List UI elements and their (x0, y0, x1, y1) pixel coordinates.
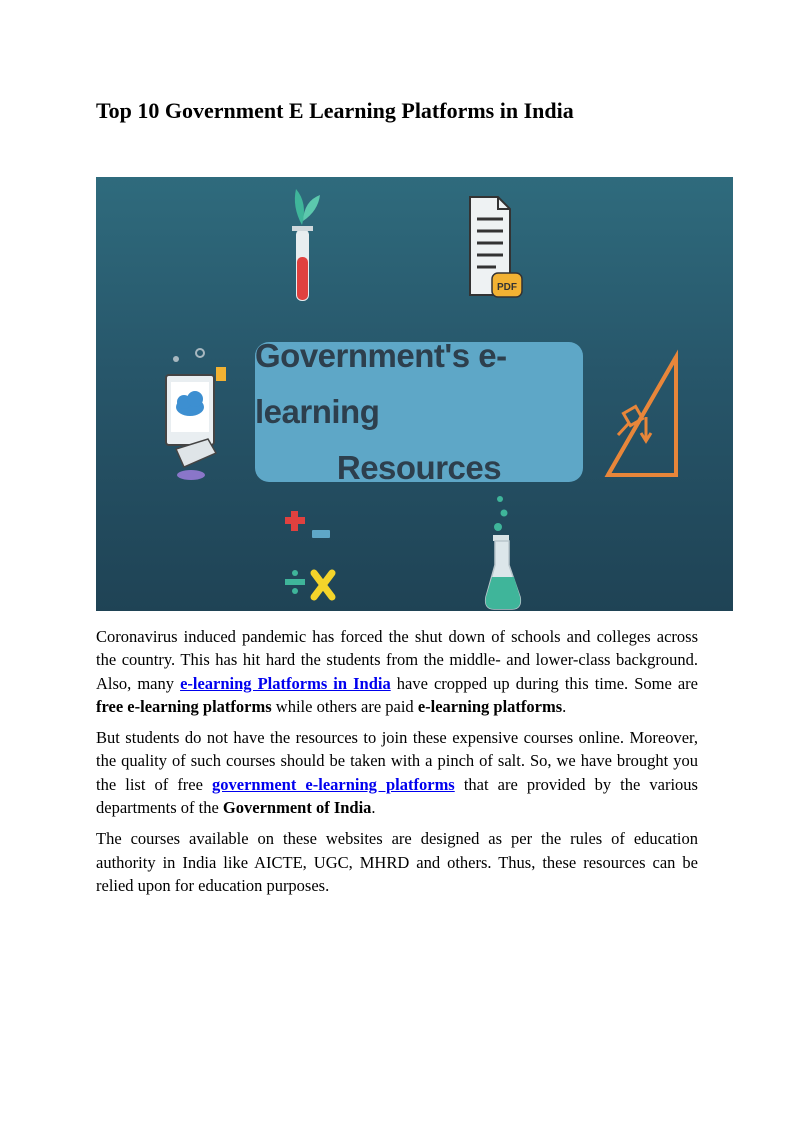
paragraph-2 (96, 726, 698, 819)
paragraph-text: . (562, 696, 567, 716)
paragraph-text: . (371, 798, 376, 818)
bold-text: free e-learning platforms (96, 696, 272, 716)
hero-image (96, 177, 733, 611)
paragraph-text: that are provided by the various departments of the (96, 774, 698, 818)
flask-icon (486, 496, 521, 609)
test-tube-plant-icon (292, 189, 320, 301)
banner-line-1: Government's e-learning (255, 337, 507, 430)
paragraph-text: But students do not have the resources to join these expensive courses online. Moreover, the quality of such courses should be taken with a pinch of salt. So, we have brought you the list of free (96, 728, 698, 794)
paragraph-text: Coronavirus induced pandemic has forced the shut down of schools and colleges across the country. This has hit hard the students from the middle- and lower-class background. Also, many (96, 627, 698, 693)
bold-text: Government of India (222, 798, 372, 818)
pdf-document-icon (470, 197, 522, 297)
e-learning-platforms-link[interactable]: e-learning Platforms in India (180, 673, 391, 693)
math-symbols-icon (285, 511, 332, 597)
paragraph-3 (96, 827, 698, 897)
paragraph-1 (96, 625, 698, 718)
hero-banner (255, 337, 583, 486)
page-title: Top 10 Government E Learning Platforms in India (96, 98, 574, 123)
paragraph-text: while others are paid (271, 696, 418, 716)
pdf-label: PDF (497, 282, 517, 293)
paragraph-text: The courses available on these websites are designed as per the rules of education authority in India like AICTE, UGC, MHRD and others. Thus, these resources can be relied upon for education purposes. (96, 829, 698, 895)
bold-text: e-learning platforms (417, 696, 563, 716)
geometry-triangle-icon (608, 357, 676, 475)
paragraph-text: have cropped up during this time. Some are (390, 673, 698, 693)
government-e-learning-platforms-link[interactable]: government e-learning platforms (212, 774, 455, 794)
banner-line-2: Resources (336, 449, 502, 486)
article-body (96, 625, 698, 905)
computer-cloud-icon (166, 349, 226, 480)
